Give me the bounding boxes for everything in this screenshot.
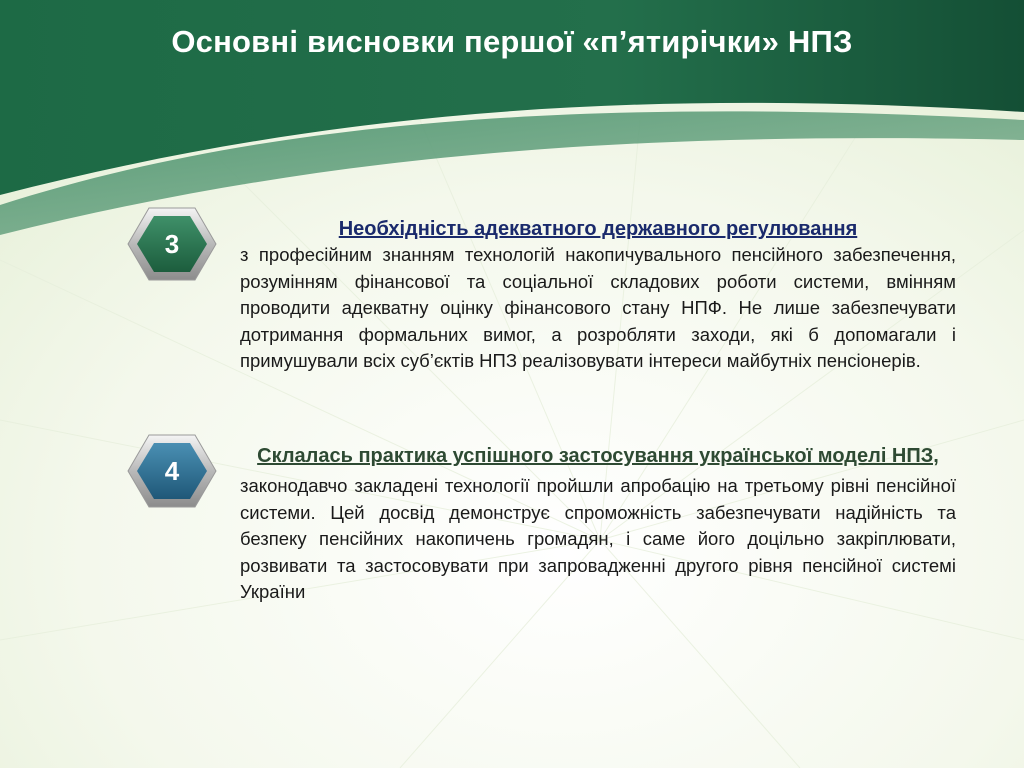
conclusion-block-3	[240, 216, 956, 375]
conclusion-heading-4: Склалась практика успішного застосування української моделі НПЗ,	[257, 445, 939, 467]
conclusion-body-4: законодавчо закладені технології пройшли апробацію на третьому рівні пенсійної системи. Цей досвід демонструє спроможність забезпечувати надійність та безпеку пенсійних накопичень громадян, і саме його доцільно закріплювати, розвивати та застосовувати при запровадженні другого рівня пенсійної системі України	[240, 475, 956, 603]
step-badge-4	[126, 433, 218, 509]
step-badge-3	[126, 206, 218, 282]
slide-title: Основні висновки першої «п’ятирічки» НПЗ	[171, 24, 853, 59]
step-number-4: 4	[164, 456, 180, 486]
conclusion-block-4	[240, 443, 956, 606]
conclusion-heading-3: Необхідність адекватного державного регулювання	[338, 218, 858, 240]
step-number-3: 3	[164, 229, 180, 259]
conclusion-body-3: з професійним знанням технологій накопичувального пенсійного забезпечення, розумінням фінансової та соціальної складових роботи системи, вмінням проводити адекватну оцінку фінансового стану НПФ. Не лише забезпечувати дотримання формальних вимог, а розробляти заходи, які б допомагали і примушували всіх суб’єктів НПЗ реалізовувати інтереси майбутніх пенсіонерів.	[240, 244, 956, 372]
